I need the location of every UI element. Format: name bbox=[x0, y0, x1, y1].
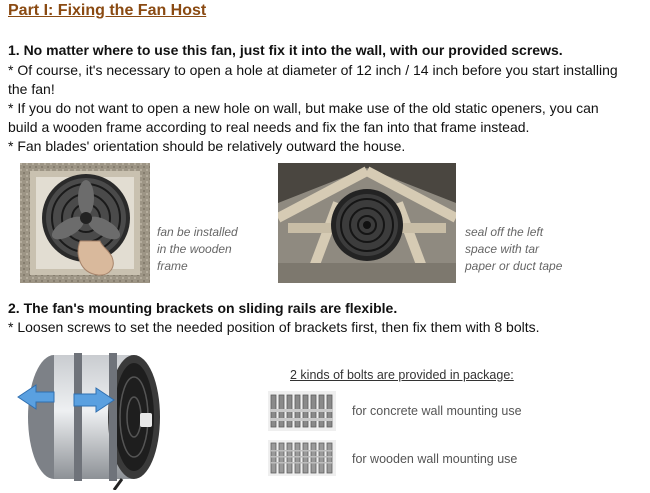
section1-line-3: * If you do not want to open a new hole on wall, but make use of the old static openers, you can bbox=[8, 100, 599, 116]
section1-line-1: * Of course, it's necessary to open a hole at diameter of 12 inch / 14 inch before you start installing bbox=[8, 62, 618, 78]
wooden-bolts-image bbox=[268, 440, 336, 476]
part-title: Part I: Fixing the Fan Host bbox=[8, 2, 207, 19]
photo1-caption-line-3: frame bbox=[157, 259, 188, 273]
section1-line-4: build a wooden frame according to real needs and fix the fan into that frame instead. bbox=[8, 119, 530, 135]
photo1-caption-line-1: fan be installed bbox=[157, 225, 238, 239]
bolts-caption: 2 kinds of bolts are provided in package: bbox=[290, 368, 514, 382]
concrete-bolts-label: for concrete wall mounting use bbox=[352, 404, 522, 418]
concrete-bolts-image bbox=[268, 391, 336, 431]
section2-heading: 2. The fan's mounting brackets on sliding rails are flexible. bbox=[8, 300, 398, 316]
fan-housing-brackets-image bbox=[14, 345, 174, 490]
section1-line-2: the fan! bbox=[8, 81, 55, 97]
photo1-caption-line-2: in the wooden bbox=[157, 242, 232, 256]
section1-heading: 1. No matter where to use this fan, just fix it into the wall, with our provided screws. bbox=[8, 42, 563, 58]
section1-line-5: * Fan blades' orientation should be relatively outward the house. bbox=[8, 138, 406, 154]
section2-line: * Loosen screws to set the needed position of brackets first, then fix them with 8 bolts. bbox=[8, 319, 540, 335]
wooden-bolts-label: for wooden wall mounting use bbox=[352, 452, 518, 466]
photo2-caption bbox=[465, 224, 562, 275]
photo2-caption-line-1: seal off the left bbox=[465, 225, 544, 239]
photo1-caption bbox=[157, 224, 238, 275]
photo2-caption-line-2: space with tar bbox=[465, 242, 540, 256]
fan-in-attic-photo bbox=[278, 163, 456, 283]
fan-in-wooden-frame-photo bbox=[20, 163, 150, 283]
photo2-caption-line-3: paper or duct tape bbox=[465, 259, 563, 273]
